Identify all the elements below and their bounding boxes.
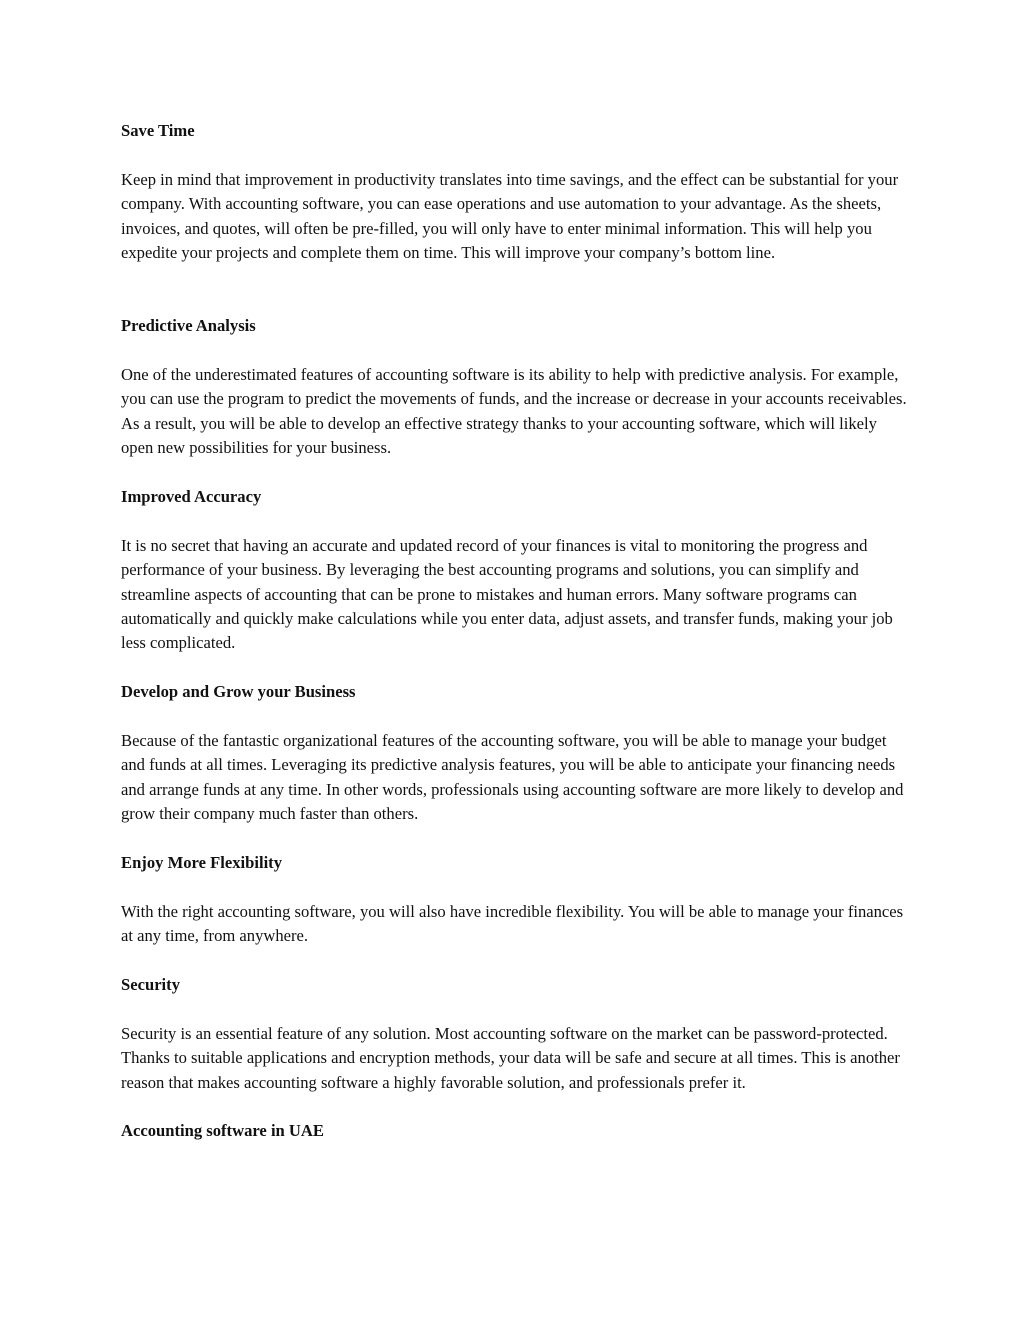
document-page xyxy=(121,119,911,1144)
section-body-predictive-analysis: One of the underestimated features of accounting software is its ability to help with predictive analysis. For example, you can use the program to predict the movements of funds, and the increase or decrease in your accounts receivables. As a result, you will be able to develop an effective strategy thanks to your accounting software, which will likely open new possibilities for your business. xyxy=(121,365,907,458)
section-body-flexibility: With the right accounting software, you will also have incredible flexibility. You will be able to manage your finances at any time, from anywhere. xyxy=(121,901,904,946)
section-heading-improved-accuracy: Improved Accuracy xyxy=(121,487,262,507)
section-heading-uae: Accounting software in UAE xyxy=(121,1121,324,1141)
section-heading-security: Security xyxy=(121,975,180,995)
section-body-save-time: Keep in mind that improvement in productivity translates into time savings, and the effect can be substantial for your company. With accounting software, you can ease operations and use automation to your advantage. As the sheets, invoices, and quotes, will often be pre-filled, you will only have to enter minimal information. This will help you expedite your projects and complete them on time. This will improve your company’s bottom line. xyxy=(121,169,899,263)
section-body-develop-grow: Because of the fantastic organizational features of the accounting software, you will be able to manage your budget and funds at all times. Leveraging its predictive analysis features, you will be able to anticipate your financing needs and arrange funds at any time. In other words, professionals using accounting software are more likely to develop and grow their company much faster than others. xyxy=(121,731,904,824)
section-heading-save-time: Save Time xyxy=(121,121,195,140)
section-body-security: Security is an essential feature of any solution. Most accounting software on the market can be password-protected. Thanks to suitable applications and encryption methods, your data will be safe and secure at all times. This is another reason that makes accounting software a highly favorable solution, and professionals prefer it. xyxy=(121,1023,900,1092)
section-body-improved-accuracy: It is no secret that having an accurate and updated record of your finances is vital to monitoring the progress and performance of your business. By leveraging the best accounting programs and solutions, you can simplify and streamline aspects of accounting that can be prone to mistakes and human errors. Many software programs can automatically and quickly make calculations while you enter data, adjust assets, and transfer funds, making your job less complicated. xyxy=(121,535,893,653)
section-heading-predictive-analysis: Predictive Analysis xyxy=(121,316,256,336)
section-heading-develop-grow: Develop and Grow your Business xyxy=(121,682,356,702)
section-heading-flexibility: Enjoy More Flexibility xyxy=(121,853,283,873)
